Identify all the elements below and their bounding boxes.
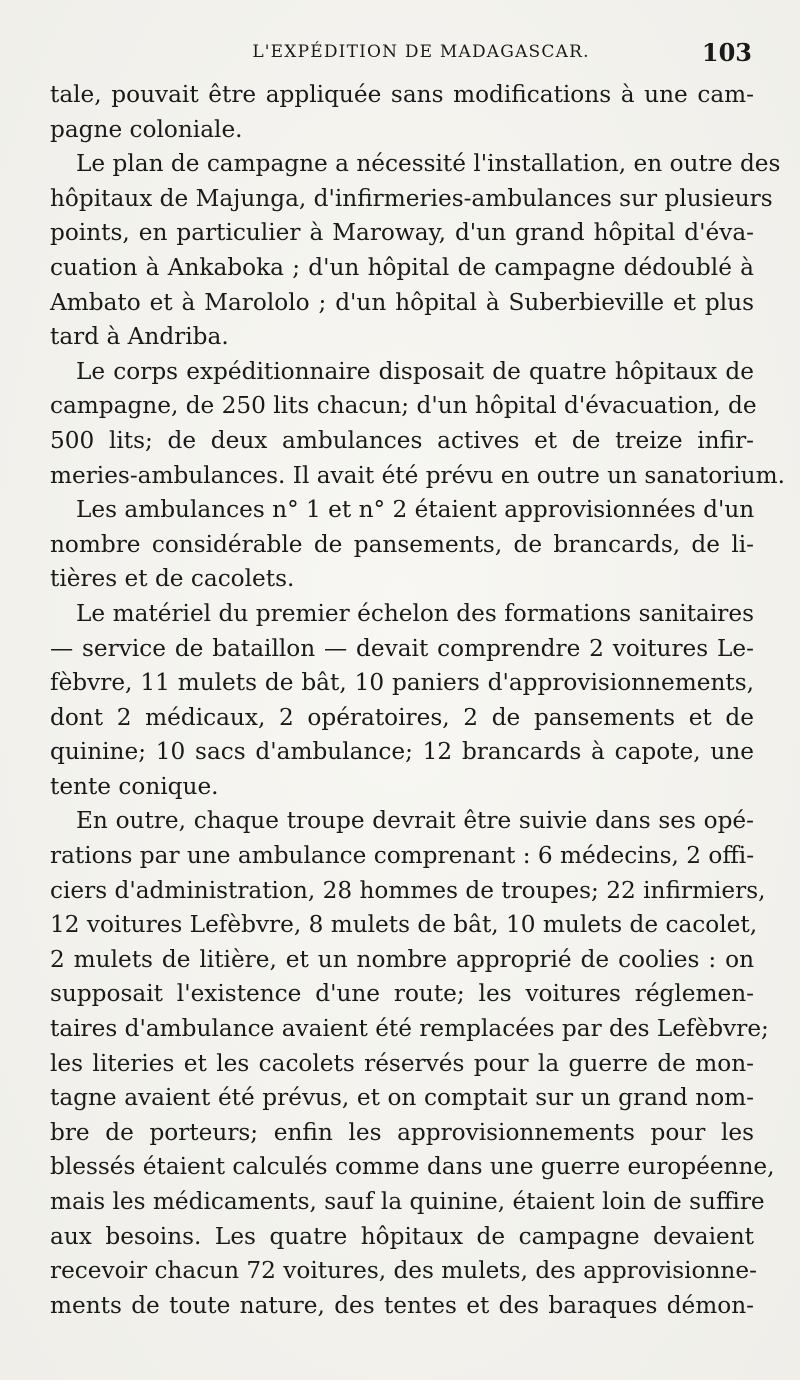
text-line: 500 lits; de deux ambulances actives et de treize infir- bbox=[50, 426, 754, 454]
text-line: mais les médicaments, sauf la quinine, étaient loin de suffire bbox=[50, 1188, 765, 1215]
text-line: campagne, de 250 lits chacun; d'un hôpital d'évacuation, de bbox=[50, 392, 757, 420]
text-line: ments de toute nature, des tentes et des baraques démon- bbox=[50, 1291, 754, 1319]
text-line: 2 mulets de litière, et un nombre approprié de coolies : on bbox=[50, 945, 754, 973]
text-line: les literies et les cacolets réservés pour la guerre de mon- bbox=[50, 1049, 754, 1077]
text-line: hôpitaux de Majunga, d'infirmeries-ambulances sur plusieurs bbox=[50, 184, 773, 212]
text-line: rations par une ambulance comprenant : 6 médecins, 2 offi- bbox=[50, 842, 755, 870]
text-line: tale, pouvait être appliquée sans modifications à une cam- bbox=[50, 81, 754, 108]
text-line: tagne avaient été prévus, et on comptait sur un grand nom- bbox=[50, 1084, 754, 1112]
page-number: 103 bbox=[701, 38, 752, 67]
text-line: tente conique. bbox=[50, 772, 219, 800]
text-line: taires d'ambulance avaient été remplacées par des Lefèbvre; bbox=[50, 1015, 769, 1043]
text-line: 12 voitures Lefèbvre, 8 mulets de bât, 10 mulets de cacolet, bbox=[50, 911, 758, 939]
text-line: blessés étaient calculés comme dans une guerre européenne, bbox=[50, 1153, 775, 1181]
text-line: recevoir chacun 72 voitures, des mulets, des approvisionne- bbox=[50, 1257, 757, 1285]
running-title: L'EXPÉDITION DE MADAGASCAR. bbox=[252, 42, 590, 62]
text-line: ciers d'administration, 28 hommes de troupes; 22 infirmiers, bbox=[50, 876, 766, 904]
text-line: En outre, chaque troupe devrait être suivie dans ses opé- bbox=[76, 807, 754, 835]
text-line: nombre considérable de pansements, de brancards, de li- bbox=[50, 530, 754, 558]
text-line: dont 2 médicaux, 2 opératoires, 2 de pansements et de bbox=[50, 703, 754, 731]
text-line: points, en particulier à Maroway, d'un grand hôpital d'éva- bbox=[50, 219, 754, 247]
text-line: Le matériel du premier échelon des formations sanitaires bbox=[76, 599, 754, 627]
text-line: aux besoins. Les quatre hôpitaux de campagne devaient bbox=[50, 1222, 754, 1250]
text-line: quinine; 10 sacs d'ambulance; 12 brancards à capote, une bbox=[50, 738, 754, 766]
text-line: cuation à Ankaboka ; d'un hôpital de campagne dédoublé à bbox=[50, 253, 754, 281]
text-line: tard à Andriba. bbox=[50, 323, 229, 351]
text-line: meries-ambulances. Il avait été prévu en outre un sanatorium. bbox=[50, 461, 785, 489]
text-line: bre de porteurs; enfin les approvisionnements pour les bbox=[50, 1118, 754, 1146]
body-text bbox=[50, 78, 785, 1323]
text-line: fèbvre, 11 mulets de bât, 10 paniers d'approvisionnements, bbox=[50, 669, 754, 697]
text-line: tières et de cacolets. bbox=[50, 565, 295, 593]
text-line: Ambato et à Marololo ; d'un hôpital à Suberbieville et plus bbox=[50, 288, 754, 316]
text-line: supposait l'existence d'une route; les voitures réglemen- bbox=[50, 980, 754, 1008]
text-line: Les ambulances n° 1 et n° 2 étaient approvisionnées d'un bbox=[76, 496, 755, 524]
text-line: Le plan de campagne a nécessité l'installation, en outre des bbox=[76, 150, 781, 178]
text-line: pagne coloniale. bbox=[50, 115, 243, 143]
running-head bbox=[50, 38, 752, 70]
text-line: Le corps expéditionnaire disposait de quatre hôpitaux de bbox=[76, 357, 754, 385]
text-line: — service de bataillon — devait comprendre 2 voitures Le- bbox=[50, 634, 754, 662]
